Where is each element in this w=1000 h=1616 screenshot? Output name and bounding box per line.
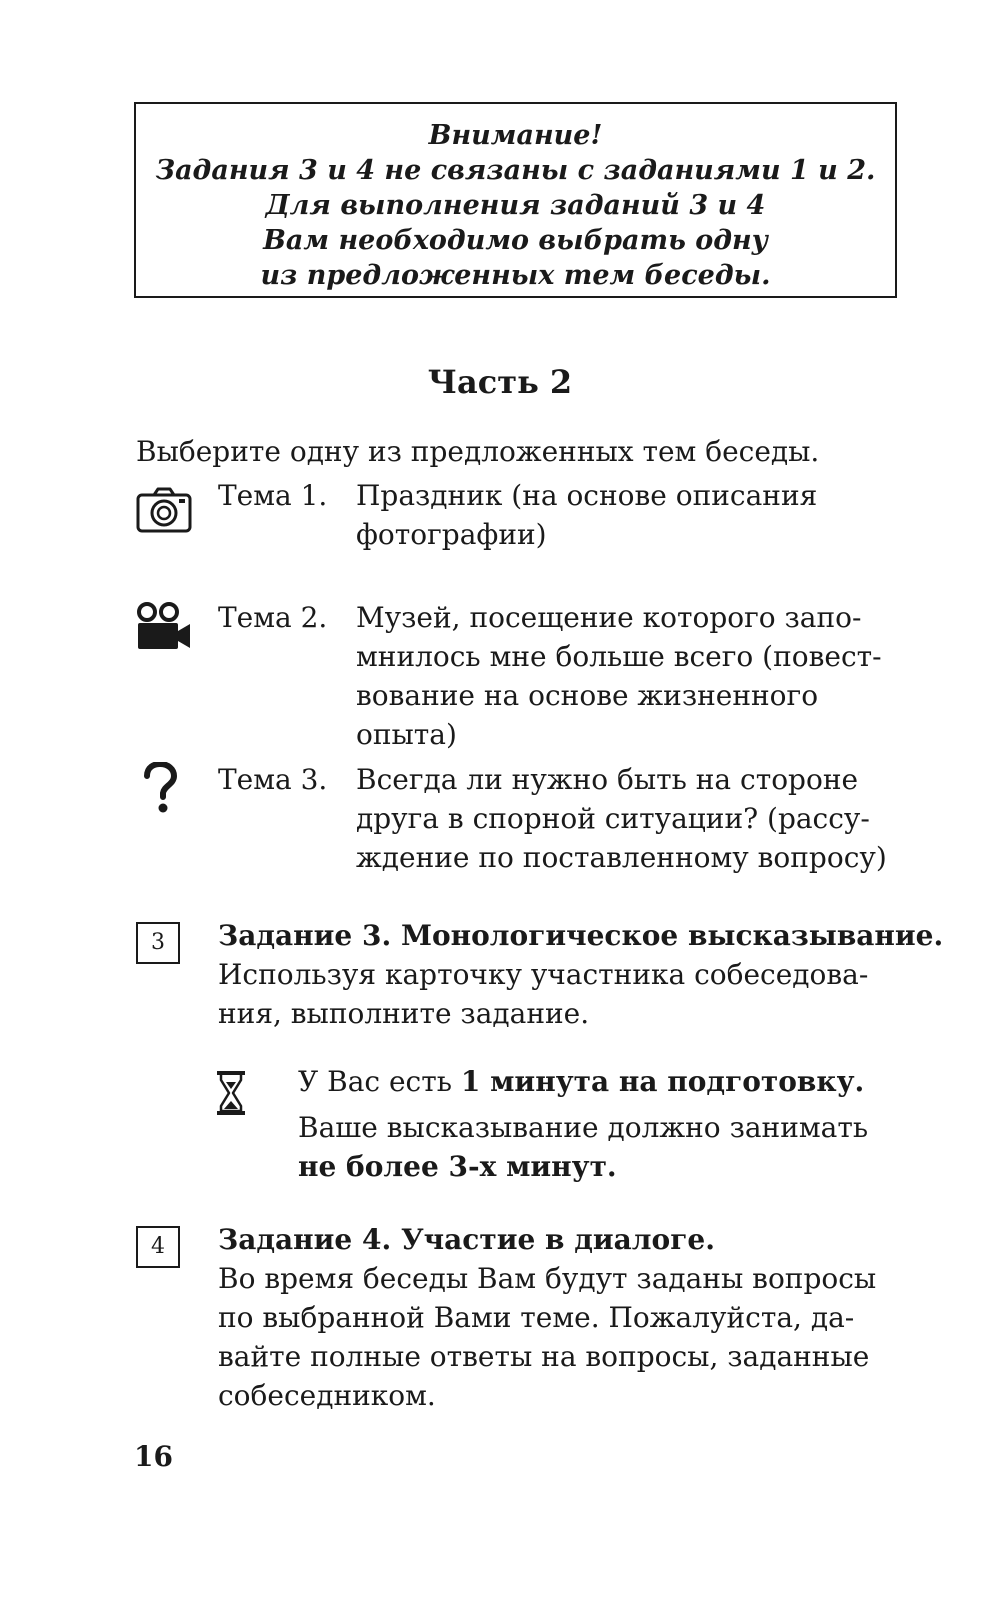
topic-1	[136, 476, 916, 556]
topic-2	[136, 598, 916, 758]
notice-heading: Внимание!	[428, 120, 603, 151]
notice-line: Для выполнения заданий 3 и 4	[265, 190, 766, 221]
task-body: Задание 3. Монологическое высказывание. Используя карточку участника собеседова- ния, выполните задание.	[218, 916, 943, 1033]
task-3	[136, 916, 944, 1036]
page-number: 16	[134, 1440, 173, 1473]
part-title: Часть 2	[427, 363, 573, 401]
topic-text: Всегда ли нужно быть на стороне друга в спорной ситуации? (рассу- ждение по поставленному вопросу)	[356, 763, 887, 874]
notice-line: Вам необходимо выбрать одну	[263, 225, 768, 256]
notice-box	[134, 102, 897, 298]
hourglass-icon	[216, 1070, 246, 1126]
question-mark-icon	[142, 762, 178, 824]
topic-text: Музей, посещение которого запо- мнилось мне больше всего (повест- вование на основе жизненного опыта)	[356, 601, 882, 751]
preparation-note	[216, 1062, 896, 1192]
notice-line: из предложенных тем беседы.	[260, 260, 771, 291]
task-title: Задание 3. Монологическое высказывание.	[218, 919, 944, 952]
topic-label: Тема 2.	[218, 601, 328, 634]
task-title: Задание 4. Участие в диалоге.	[218, 1223, 715, 1256]
task-number-box: 4	[136, 1226, 180, 1268]
topic-label: Тема 1.	[218, 479, 328, 512]
preparation-text: У Вас есть 1 минута на подготовку. Ваше высказывание должно занимать не более 3-х минут.	[298, 1065, 869, 1183]
video-camera-icon	[136, 602, 192, 662]
task-number-box: 3	[136, 922, 180, 964]
notice-line: Задания 3 и 4 не связаны с заданиями 1 и 2.	[155, 155, 876, 186]
topic-text: Праздник (на основе описания фотографии)	[356, 479, 818, 551]
camera-icon	[136, 486, 192, 544]
part-intro: Выберите одну из предложенных тем беседы.	[136, 435, 820, 468]
task-body: Задание 4. Участие в диалоге. Во время беседы Вам будут заданы вопросы по выбранной Вами теме. Пожалуйста, да- вайте полные ответы на вопросы, заданные собеседником.	[218, 1220, 876, 1415]
task-4	[136, 1220, 916, 1420]
topic-label: Тема 3.	[218, 763, 328, 796]
topic-3	[136, 760, 916, 880]
